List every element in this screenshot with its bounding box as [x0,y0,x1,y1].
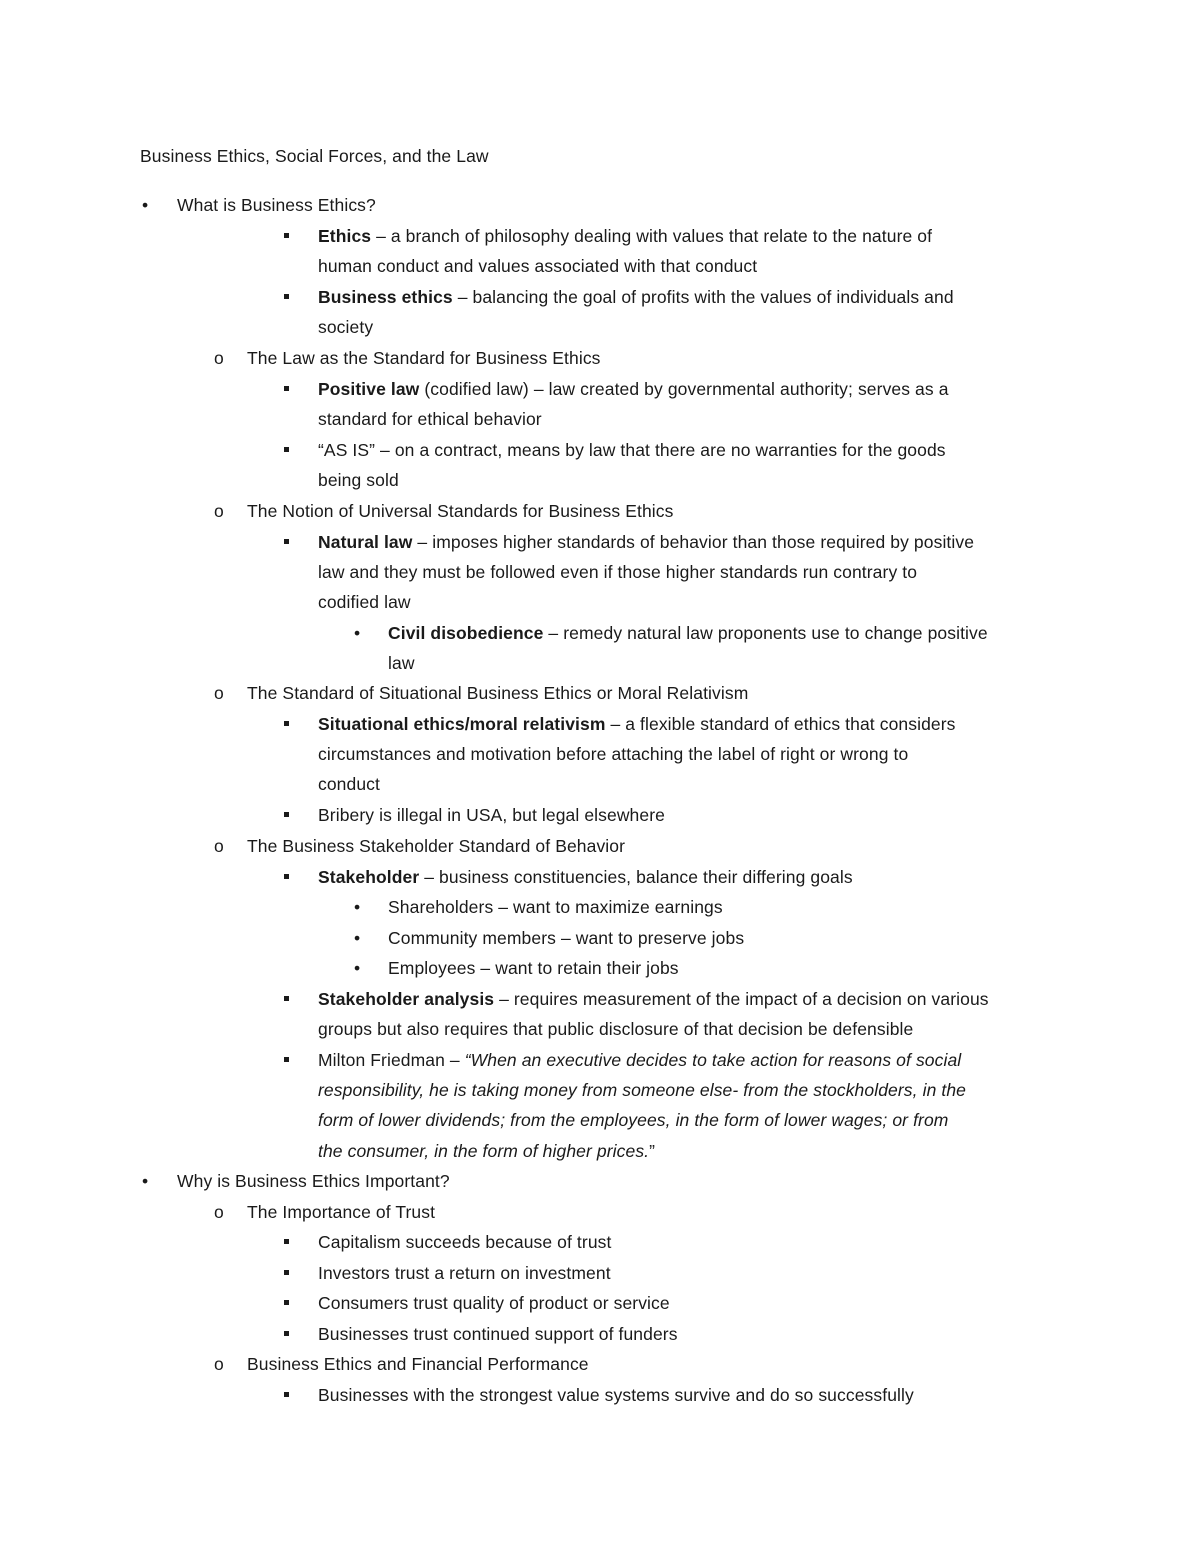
section-heading-what-is: What is Business Ethics? [177,195,376,215]
bullet-level2: o [214,836,224,856]
bullet-level3 [284,527,289,557]
as-is-definition: “AS IS” – on a contract, means by law that there are no warranties for the goods [318,440,946,460]
friedman-quote-cont2: form of lower dividends; from the employees, in the form of lower wages; or from [318,1110,949,1130]
term-situational-ethics: Situational ethics/moral relativism [318,714,606,734]
bullet-level3 [284,1258,289,1288]
ethics-definition-cont: human conduct and values associated with that conduct [318,256,758,276]
trust-item: Capitalism succeeds because of trust [318,1232,612,1252]
bullet-level3 [284,1380,289,1410]
positive-law-definition-cont: standard for ethical behavior [318,409,542,429]
term-stakeholder: Stakeholder [318,867,420,887]
bullet-level3 [284,435,289,465]
positive-law-definition: Positive law (codified law) – law created by governmental authority; serves as a [318,379,949,399]
bullet-level2: o [214,1354,224,1374]
bullet-level1 [142,190,148,220]
term-ethics: Ethics [318,226,372,246]
bullet-level3 [284,1227,289,1257]
subheading-situational: The Standard of Situational Business Ethics or Moral Relativism [247,683,749,703]
natural-law-definition-cont2: codified law [318,592,411,612]
friedman-quote: Milton Friedman – “When an executive decides to take action for reasons of social [318,1050,962,1070]
stakeholder-employees: Employees – want to retain their jobs [388,958,679,978]
bullet-level3 [284,709,289,739]
bullet-level3 [284,1319,289,1349]
trust-item: Businesses trust continued support of funders [318,1324,678,1344]
bullet-level3 [284,374,289,404]
natural-law-definition-cont: law and they must be followed even if those higher standards run contrary to [318,562,918,582]
subheading-trust: The Importance of Trust [247,1202,436,1222]
document-title: Business Ethics, Social Forces, and the Law [140,146,489,166]
friedman-quote-cont3: the consumer, in the form of higher prices.” [318,1141,656,1161]
subheading-financial-performance: Business Ethics and Financial Performance [247,1354,589,1374]
subheading-universal-standards: The Notion of Universal Standards for Business Ethics [247,501,674,521]
stakeholder-analysis-definition: Stakeholder analysis – requires measurement of the impact of a decision on various [318,989,989,1009]
civil-disobedience-definition-cont: law [388,653,415,673]
bullet-level2: o [214,348,224,368]
situational-ethics-definition: Situational ethics/moral relativism – a flexible standard of ethics that considers [318,714,956,734]
stakeholder-community: Community members – want to preserve jobs [388,928,745,948]
bullet-level4 [354,618,360,648]
as-is-definition-cont: being sold [318,470,399,490]
civil-disobedience-definition: Civil disobedience – remedy natural law proponents use to change positive [388,623,988,643]
bribery-note: Bribery is illegal in USA, but legal elsewhere [318,805,665,825]
bullet-level3 [284,282,289,312]
term-positive-law: Positive law [318,379,420,399]
situational-ethics-definition-cont2: conduct [318,774,380,794]
natural-law-definition: Natural law – imposes higher standards of behavior than those required by positive [318,532,975,552]
section-heading-why-important: Why is Business Ethics Important? [177,1171,450,1191]
term-natural-law: Natural law [318,532,413,552]
term-stakeholder-analysis: Stakeholder analysis [318,989,495,1009]
subheading-law-standard: The Law as the Standard for Business Ethics [247,348,601,368]
bullet-level4 [354,892,360,922]
bullet-level4 [354,953,360,983]
financial-item: Businesses with the strongest value systems survive and do so successfully [318,1385,914,1405]
bullet-level2: o [214,1202,224,1222]
bullet-level3 [284,221,289,251]
bullet-level3 [284,800,289,830]
stakeholder-analysis-definition-cont: groups but also requires that public disclosure of that decision be defensible [318,1019,914,1039]
bullet-level4 [354,923,360,953]
term-business-ethics: Business ethics [318,287,453,307]
trust-item: Investors trust a return on investment [318,1263,611,1283]
bullet-level2: o [214,501,224,521]
bullet-level3 [284,862,289,892]
trust-item: Consumers trust quality of product or service [318,1293,670,1313]
stakeholder-definition: Stakeholder – business constituencies, balance their differing goals [318,867,853,887]
business-ethics-definition: Business ethics – balancing the goal of profits with the values of individuals and [318,287,954,307]
term-civil-disobedience: Civil disobedience [388,623,544,643]
bullet-level3 [284,1288,289,1318]
stakeholder-shareholders: Shareholders – want to maximize earnings [388,897,723,917]
bullet-level1 [142,1166,148,1196]
subheading-stakeholder-standard: The Business Stakeholder Standard of Behavior [247,836,626,856]
bullet-level2: o [214,683,224,703]
business-ethics-definition-cont: society [318,317,374,337]
bullet-level3 [284,984,289,1014]
friedman-quote-cont: responsibility, he is taking money from someone else- from the stockholders, in the [318,1080,966,1100]
bullet-level3 [284,1045,289,1075]
ethics-definition: Ethics – a branch of philosophy dealing with values that relate to the nature of [318,226,933,246]
situational-ethics-definition-cont: circumstances and motivation before attaching the label of right or wrong to [318,744,909,764]
